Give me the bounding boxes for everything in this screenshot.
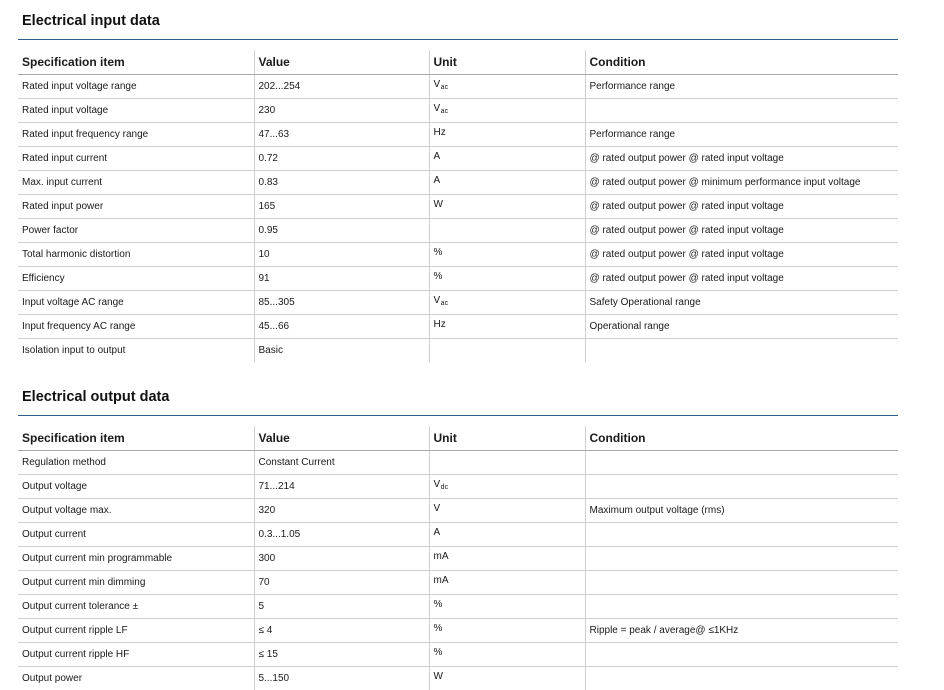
unit-cell [429,339,585,363]
table-row [18,147,898,171]
unit-cell [429,475,585,499]
unit-cell [429,171,585,195]
unit-symbol: W [434,199,443,210]
unit-symbol: A [434,175,441,186]
unit-cell [429,571,585,595]
table-row [18,475,898,499]
condition-cell: Safety Operational range [585,291,898,315]
table-row [18,339,898,363]
unit-cell [429,267,585,291]
table-row [18,667,898,690]
unit-symbol: V [434,103,441,114]
spec-item-cell: Rated input voltage [18,99,254,123]
value-cell: 47...63 [254,123,429,147]
table-row [18,571,898,595]
unit-cell [429,643,585,667]
value-cell: 320 [254,499,429,523]
spec-item-cell: Output current min dimming [18,571,254,595]
header-condition: Condition [585,426,898,451]
unit-cell [429,523,585,547]
value-cell: 202...254 [254,75,429,99]
spec-item-cell: Regulation method [18,451,254,475]
condition-cell: @ rated output power @ minimum performance input voltage [585,171,898,195]
input-spec-table [18,50,898,362]
spec-item-cell: Input frequency AC range [18,315,254,339]
table-row [18,451,898,475]
condition-cell [585,571,898,595]
section-divider [18,415,898,416]
table-row [18,243,898,267]
unit-symbol: V [434,479,441,490]
value-cell: 5 [254,595,429,619]
value-cell: 70 [254,571,429,595]
header-value: Value [254,50,429,75]
condition-cell: Operational range [585,315,898,339]
value-cell: Basic [254,339,429,363]
condition-cell: Performance range [585,75,898,99]
table-row [18,123,898,147]
unit-subscript: ac [441,108,448,115]
condition-cell [585,667,898,690]
value-cell: 45...66 [254,315,429,339]
unit-cell [429,291,585,315]
spec-item-cell: Output current ripple LF [18,619,254,643]
unit-subscript: ac [441,84,448,91]
spec-item-cell: Output voltage [18,475,254,499]
condition-cell: Maximum output voltage (rms) [585,499,898,523]
table-row [18,219,898,243]
spec-item-cell: Total harmonic distortion [18,243,254,267]
unit-symbol: Hz [434,319,446,330]
spec-item-cell: Efficiency [18,267,254,291]
unit-cell [429,547,585,571]
value-cell: 85...305 [254,291,429,315]
condition-cell [585,547,898,571]
value-cell: 0.83 [254,171,429,195]
table-row [18,99,898,123]
spec-item-cell: Power factor [18,219,254,243]
spec-item-cell: Input voltage AC range [18,291,254,315]
header-unit: Unit [429,50,585,75]
unit-cell [429,667,585,690]
spec-item-cell: Output current tolerance ± [18,595,254,619]
table-row [18,315,898,339]
value-cell: 71...214 [254,475,429,499]
header-specification-item: Specification item [18,50,254,75]
spec-item-cell: Output voltage max. [18,499,254,523]
condition-cell [585,523,898,547]
unit-cell [429,219,585,243]
output-table-body [18,451,898,690]
value-cell: 165 [254,195,429,219]
table-header-row [18,50,898,75]
unit-cell [429,451,585,475]
unit-symbol: W [434,671,443,682]
spec-item-cell: Rated input power [18,195,254,219]
spec-item-cell: Rated input frequency range [18,123,254,147]
unit-cell [429,75,585,99]
value-cell: Constant Current [254,451,429,475]
spec-item-cell: Output power [18,667,254,690]
header-condition: Condition [585,50,898,75]
spec-item-cell: Output current min programmable [18,547,254,571]
input-table-body [18,75,898,363]
value-cell: 0.72 [254,147,429,171]
table-row [18,291,898,315]
table-row [18,171,898,195]
condition-cell: Ripple = peak / average@ ≤1KHz [585,619,898,643]
table-row [18,75,898,99]
unit-symbol: % [434,247,443,258]
condition-cell [585,451,898,475]
value-cell: 0.3...1.05 [254,523,429,547]
electrical-input-section [18,10,898,362]
table-row [18,267,898,291]
spec-item-cell: Output current [18,523,254,547]
unit-symbol: % [434,599,443,610]
value-cell: ≤ 15 [254,643,429,667]
unit-symbol: A [434,151,441,162]
spec-item-cell: Rated input current [18,147,254,171]
table-row [18,547,898,571]
unit-subscript: ac [441,300,448,307]
condition-cell: Performance range [585,123,898,147]
value-cell: 0.95 [254,219,429,243]
condition-cell: @ rated output power @ rated input voltage [585,195,898,219]
value-cell: 230 [254,99,429,123]
unit-cell [429,595,585,619]
spec-item-cell: Isolation input to output [18,339,254,363]
unit-symbol: mA [434,575,449,586]
output-spec-table [18,426,898,690]
unit-symbol: mA [434,551,449,562]
header-value: Value [254,426,429,451]
unit-symbol: A [434,527,441,538]
table-row [18,619,898,643]
condition-cell [585,339,898,363]
value-cell: ≤ 4 [254,619,429,643]
condition-cell: @ rated output power @ rated input voltage [585,147,898,171]
value-cell: 10 [254,243,429,267]
unit-cell [429,243,585,267]
unit-symbol: V [434,503,441,514]
value-cell: 91 [254,267,429,291]
unit-symbol: % [434,271,443,282]
unit-cell [429,499,585,523]
table-header-row [18,426,898,451]
table-row [18,195,898,219]
spec-item-cell: Max. input current [18,171,254,195]
unit-cell [429,619,585,643]
spec-item-cell: Output current ripple HF [18,643,254,667]
unit-cell [429,123,585,147]
header-unit: Unit [429,426,585,451]
unit-symbol: V [434,295,441,306]
table-row [18,499,898,523]
condition-cell: @ rated output power @ rated input voltage [585,243,898,267]
table-row [18,595,898,619]
condition-cell [585,99,898,123]
condition-cell: @ rated output power @ rated input voltage [585,219,898,243]
value-cell: 5...150 [254,667,429,690]
unit-symbol: % [434,623,443,634]
unit-cell [429,195,585,219]
unit-subscript: dc [441,484,448,491]
unit-symbol: % [434,647,443,658]
table-row [18,523,898,547]
condition-cell [585,475,898,499]
section-title: Electrical output data [22,386,898,408]
unit-symbol: Hz [434,127,446,138]
unit-cell [429,315,585,339]
section-title: Electrical input data [22,10,898,32]
section-divider [18,39,898,40]
condition-cell [585,595,898,619]
unit-cell [429,147,585,171]
spec-item-cell: Rated input voltage range [18,75,254,99]
table-row [18,643,898,667]
condition-cell: @ rated output power @ rated input voltage [585,267,898,291]
header-specification-item: Specification item [18,426,254,451]
electrical-output-section [18,386,898,690]
unit-symbol: V [434,79,441,90]
condition-cell [585,643,898,667]
unit-cell [429,99,585,123]
value-cell: 300 [254,547,429,571]
